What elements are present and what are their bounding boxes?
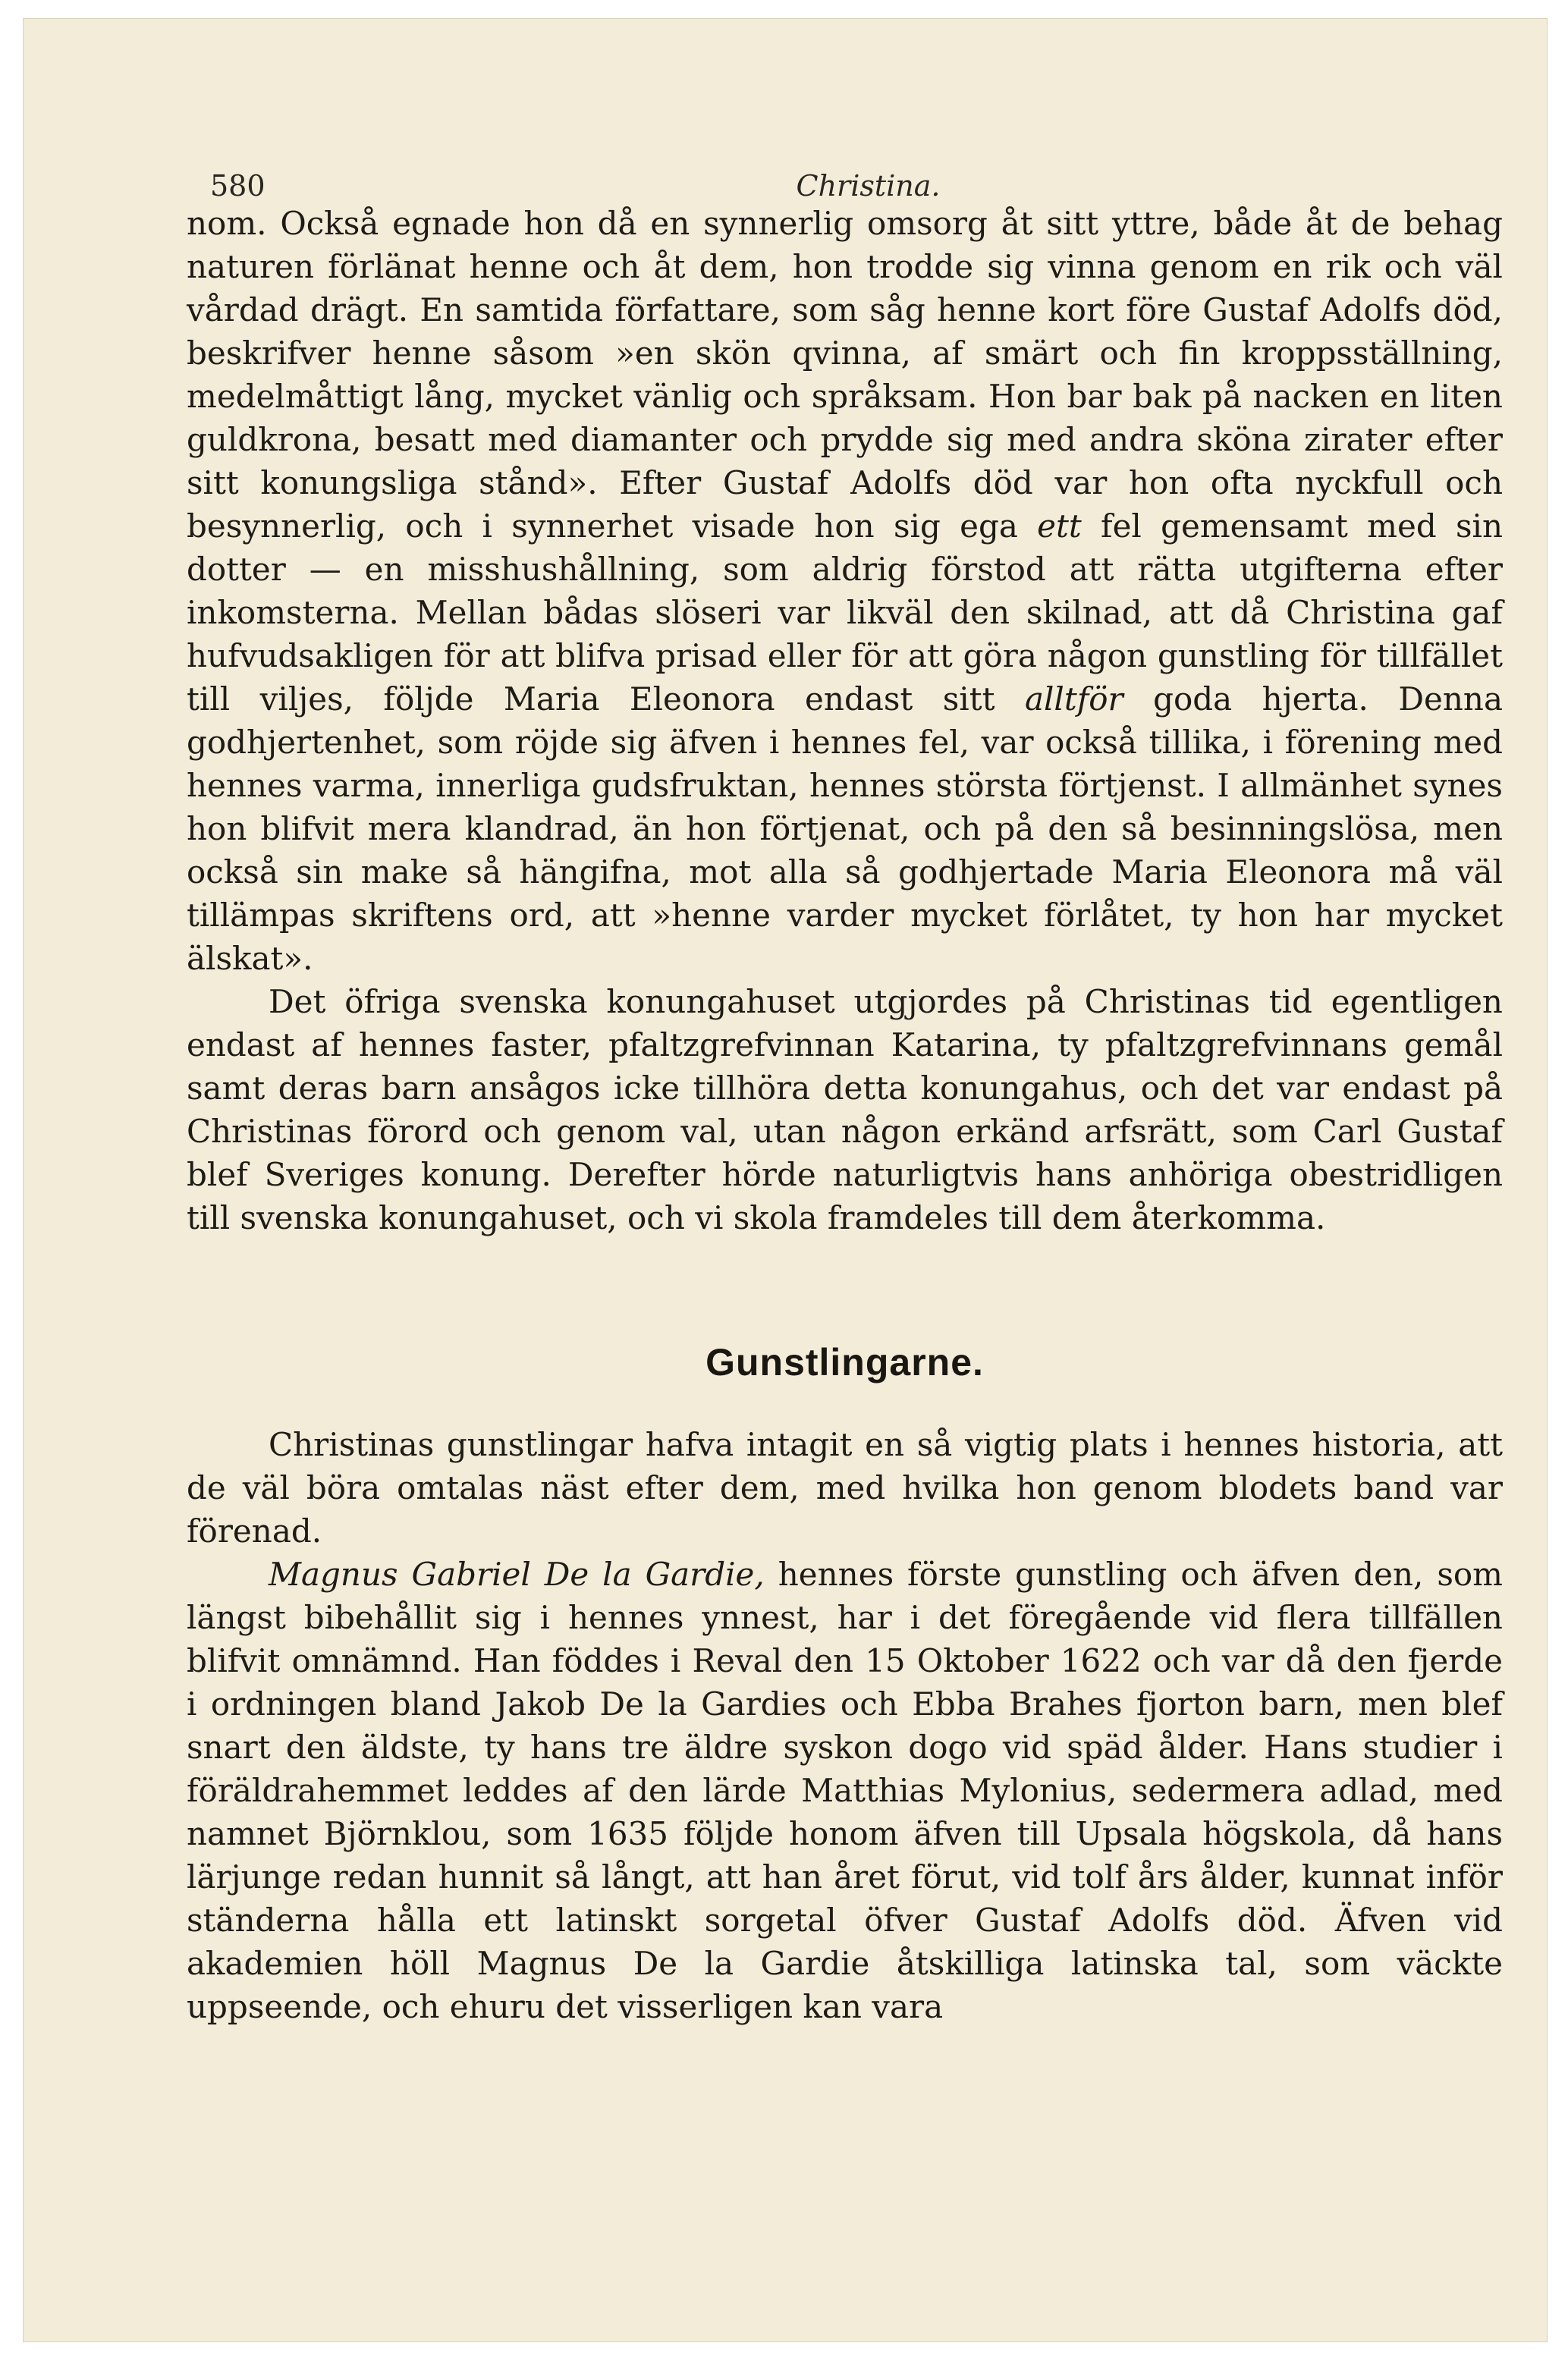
text-run: nom. Också egnade hon då en synnerlig omsorg åt sitt yttre, både åt de behag naturen förlänat henne och åt dem, hon trodde sig vinna genom en rik och väl vårdad drägt. En samtida författare, som såg henne kort före Gustaf Adolfs död, beskrifver henne såsom »en skön qvinna, af smärt och fin kroppsställning, medelmåttigt lång, mycket vänlig och språksam. Hon bar bak på nacken en liten guldkrona, besatt med diamanter och prydde sig med andra sköna zirater efter sitt konungsliga stånd». Efter Gustaf Adolfs död var hon ofta nyckfull och besynnerlig, och i synnerhet visade hon sig ega bbox=[187, 205, 1503, 545]
page-number: 580 bbox=[210, 169, 266, 203]
paragraph-royal-house bbox=[187, 980, 1503, 1239]
italic-run: ett bbox=[1037, 507, 1082, 545]
paragraph-de-la-gardie bbox=[187, 1553, 1503, 2028]
text-run: Christinas gunstlingar hafva intagit en så vigtig plats i hennes historia, att de väl böra omtalas näst efter dem, med hvilka hon genom blodets band var förenad. bbox=[187, 1426, 1503, 1550]
paragraph-maria-eleonora bbox=[187, 202, 1503, 980]
running-title: Christina. bbox=[796, 169, 941, 203]
text-run: hennes förste gunstling och äfven den, som längst bibehållit sig i hennes ynnest, har i det föregående vid flera tillfällen blifvit omnämnd. Han föddes i Reval den 15 Oktober 1622 och var då den fjerde i ordningen bland Jakob De la Gardies och Ebba Brahes fjorton barn, men blef snart den äldste, ty hans tre äldre syskon dogo vid späd ålder. Hans studier i föräldrahemmet leddes af den lärde Matthias Mylonius, sedermera adlad, med namnet Björnklou, som 1635 följde honom äfven till Upsala högskola, då hans lärjunge redan hunnit så långt, att han året förut, vid tolf års ålder, kunnat inför ständerna hålla ett latinskt sorgetal öfver Gustaf Adolfs död. Äfven vid akademien höll Magnus De la Gardie åtskilliga latinska tal, som väckte uppseende, och ehuru det visserligen kan vara bbox=[187, 1556, 1503, 2025]
text-run: Det öfriga svenska konungahuset utgjordes på Christinas tid egentligen endast af hennes faster, pfaltzgrefvinnan Katarina, ty pfaltzgrefvinnans gemål samt deras barn ansågos icke tillhöra detta konungahus, och det var endast på Christinas förord och genom val, utan någon erkänd arfsrätt, som Carl Gustaf blef Sveriges konung. Derefter hörde naturligtvis hans anhöriga obestridligen till svenska konungahuset, och vi skola framdeles till dem återkomma. bbox=[187, 983, 1503, 1236]
text-run: fel gemensamt med sin dotter — en misshushållning, som aldrig förstod att rätta utgifterna efter inkomsterna. Mellan bådas slöseri var likväl den skilnad, att då Christina gaf hufvudsakligen för att blifva prisad eller för att göra någon gunstling för tillfället till viljes, följde Maria Eleonora endast sitt bbox=[187, 507, 1503, 718]
italic-run: alltför bbox=[1024, 680, 1123, 718]
text-run: goda hjerta. Denna godhjertenhet, som röjde sig äfven i hennes fel, var också tillika, i förening med hennes varma, innerliga gudsfruktan, hennes största förtjenst. I allmänhet synes hon blifvit mera klandrad, än hon förtjenat, och på den så besinningslösa, men också sin make så hängifna, mot alla så godhjertade Maria Eleonora må väl tillämpas skriftens ord, att »henne varder mycket förlåtet, ty hon har mycket älskat». bbox=[187, 680, 1503, 977]
italic-run: Magnus Gabriel De la Gardie, bbox=[269, 1556, 765, 1593]
paragraph-favourites-intro bbox=[187, 1423, 1503, 1553]
text-body bbox=[187, 202, 1503, 2028]
section-heading: Gunstlingarne. bbox=[705, 1341, 984, 1384]
